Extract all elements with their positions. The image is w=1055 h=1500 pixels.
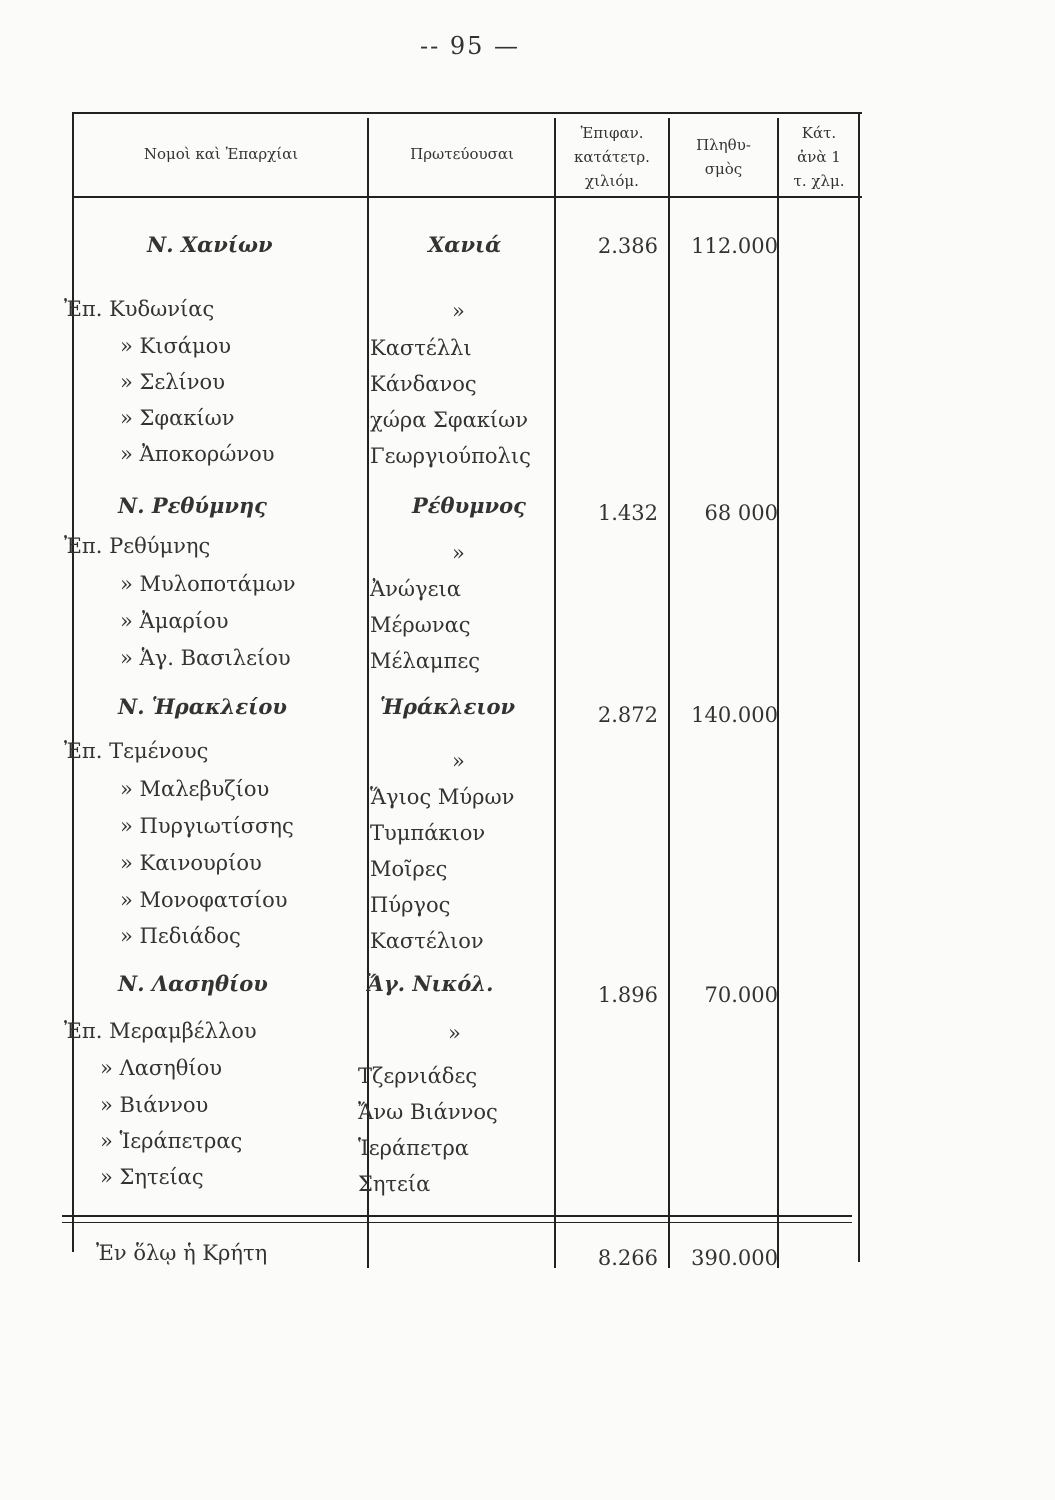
eparchia-capital: Μέλαμπες (370, 649, 480, 673)
header-col3-line3: χιλιόμ. (585, 172, 639, 190)
eparchia-capital: Τζερνιάδες (358, 1064, 478, 1088)
column-rule-2 (554, 118, 556, 1268)
eparchia-capital: Ἄνω Βιάννος (358, 1100, 498, 1124)
eparchia-capital: Ἅγιος Μύρων (370, 785, 515, 809)
nomos-name: Ν. Χανίων (147, 232, 273, 257)
nomos-population: 70.000 (704, 983, 778, 1007)
eparchia-capital: Κάνδανος (370, 372, 477, 396)
total-label: Ἐν ὅλῳ ἡ Κρήτη (96, 1241, 268, 1265)
eparchia-name: » Ἀποκορώνου (120, 442, 275, 466)
header-col3-line1: Ἐπιφαν. (580, 124, 644, 142)
total-top-rule (62, 1222, 852, 1223)
eparchia-capital: Ἀνώγεια (370, 577, 461, 601)
nomos-population: 140.000 (691, 703, 778, 727)
header-col4-line1: Πληθυ- (696, 136, 751, 154)
eparchia-name: » Σελίνου (120, 370, 225, 394)
eparchia-capital: Τυμπάκιον (370, 821, 486, 845)
nomos-area: 1.896 (597, 983, 658, 1007)
nomos-capital: Ἅγ. Νικόλ. (366, 971, 494, 996)
eparchia-name: » Ἀμαρίου (120, 609, 229, 633)
eparchia-name: » Ἁγ. Βασιλείου (120, 646, 291, 670)
eparchia-name: » Μυλοποτάμων (120, 572, 296, 596)
header-col3-line2: κατάτετρ. (574, 148, 650, 166)
nomos-area: 1.432 (597, 501, 658, 525)
nomos-capital: Χανιά (428, 232, 502, 257)
eparchia-capital: Καστέλιον (370, 929, 484, 953)
eparchia-name: » Βιάννου (100, 1093, 209, 1117)
column-rule-right (858, 112, 860, 1262)
header-bottom-rule (72, 196, 862, 198)
eparchia-name: » Σητείας (100, 1165, 204, 1189)
eparchia-name: » Μαλεβυζίου (120, 777, 270, 801)
nomos-name: Ν. Ἡρακλείου (118, 694, 287, 719)
eparchia-capital: » (452, 749, 465, 773)
eparchia-capital: » (452, 541, 465, 565)
eparchia-name: » Πεδιάδος (120, 924, 241, 948)
column-rule-1 (367, 118, 369, 1268)
total-area: 8.266 (597, 1246, 658, 1270)
eparchia-name: Ἐπ. Κυδωνίας (64, 297, 215, 321)
eparchia-capital: Σητεία (358, 1172, 431, 1196)
table-top-rule (72, 112, 862, 114)
eparchia-capital: Γεωργιούπολις (370, 444, 531, 468)
eparchia-capital: » (452, 299, 465, 323)
eparchia-name: » Μονοφατσίου (120, 888, 288, 912)
eparchia-capital: Μοῖρες (370, 857, 448, 881)
column-rule-3 (668, 118, 670, 1268)
eparchia-name: » Καινουρίου (120, 851, 262, 875)
nomos-population: 112.000 (691, 234, 778, 258)
eparchia-capital: Μέρωνας (370, 613, 471, 637)
nomos-capital: Ρέθυμνος (412, 493, 526, 518)
eparchia-capital: χώρα Σφακίων (370, 408, 529, 432)
eparchia-name: » Λασηθίου (100, 1056, 223, 1080)
header-col1: Νομοὶ καὶ Ἐπαρχίαι (143, 145, 299, 163)
eparchia-capital: Ἱεράπετρα (358, 1136, 469, 1160)
header-col2: Πρωτεύουσαι (410, 145, 514, 163)
eparchia-name: » Ἱεράπετρας (100, 1129, 243, 1153)
column-rule-left (72, 112, 74, 1252)
eparchia-name: Ἐπ. Μεραμβέλλου (64, 1019, 257, 1043)
body-bottom-rule (62, 1215, 852, 1217)
nomos-name: Ν. Ρεθύμνης (118, 493, 267, 518)
page-number: -- 95 — (419, 32, 520, 60)
header-col5-line3: τ. χλμ. (793, 172, 845, 190)
eparchia-name: Ἐπ. Ρεθύμνης (64, 534, 211, 558)
eparchia-name: » Πυργιωτίσσης (120, 814, 294, 838)
eparchia-capital: Καστέλλι (370, 336, 472, 360)
nomos-area: 2.872 (597, 703, 658, 727)
header-col5-line2: ἀνὰ 1 (797, 148, 841, 166)
nomos-population: 68 000 (704, 501, 778, 525)
total-population: 390.000 (691, 1246, 778, 1270)
nomos-name: Ν. Λασηθίου (118, 971, 268, 996)
nomos-area: 2.386 (597, 234, 658, 258)
nomos-capital: Ἡράκλειον (380, 694, 516, 719)
eparchia-name: » Κισάμου (120, 334, 232, 358)
eparchia-capital: » (448, 1021, 461, 1045)
eparchia-name: » Σφακίων (120, 406, 235, 430)
eparchia-capital: Πύργος (370, 893, 451, 917)
header-col5-line1: Κάτ. (801, 124, 837, 142)
column-rule-4 (777, 118, 779, 1268)
header-col4-line2: σμὸς (704, 160, 743, 178)
eparchia-name: Ἐπ. Τεμένους (64, 739, 209, 763)
